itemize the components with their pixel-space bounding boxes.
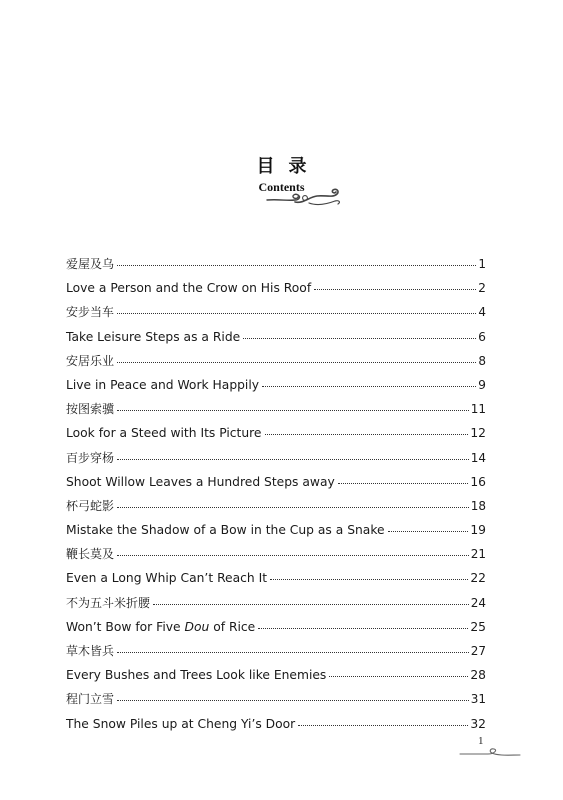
toc-entry-title	[66, 639, 114, 663]
toc-entry	[66, 397, 486, 421]
heading-english: Contents	[258, 180, 305, 194]
dot-leader	[117, 699, 469, 701]
toc-page-number: 6	[478, 329, 486, 344]
toc-title-text: Even a Long Whip Can’t Reach It	[66, 571, 268, 586]
toc-page-number: 19	[470, 523, 486, 538]
toc-entry	[66, 639, 486, 663]
toc-entry	[66, 421, 486, 445]
toc-entry	[66, 566, 486, 590]
dot-leader	[117, 554, 469, 556]
dot-leader	[298, 724, 468, 726]
toc-title-text: Shoot Willow Leaves a Hundred Steps away	[66, 474, 335, 489]
toc-entry	[66, 615, 486, 639]
dot-leader	[117, 264, 476, 266]
toc-title-text: 爱屋及乌	[66, 257, 115, 271]
toc-title-text: Take Leisure Steps as a Ride	[66, 329, 241, 344]
toc-title-text: 安居乐业	[66, 353, 115, 368]
toc-page-number: 11	[470, 402, 486, 417]
dot-leader	[265, 433, 469, 435]
toc-page-number: 32	[470, 716, 486, 731]
toc-title-text: The Snow Piles up at Cheng Yi’s Door	[66, 716, 296, 731]
toc-title-text: 程门立雪	[66, 692, 115, 707]
toc-entry-title	[66, 421, 262, 445]
dot-leader	[338, 482, 469, 484]
toc-entry-title	[66, 276, 311, 300]
toc-page-number: 14	[470, 450, 486, 465]
dot-leader	[117, 458, 469, 460]
toc-entry-title	[66, 712, 295, 736]
toc-entry	[66, 470, 486, 494]
toc-title-text: Every Bushes and Trees Look like Enemies	[66, 668, 327, 683]
toc-entry-title	[66, 494, 114, 518]
toc-title-text: Look for a Steed with Its Picture	[66, 426, 262, 441]
toc-entry-title	[66, 373, 259, 397]
toc-page-number: 16	[470, 474, 486, 489]
dot-leader	[262, 385, 476, 387]
toc-page-number: 9	[478, 377, 486, 392]
dot-leader	[117, 361, 476, 363]
toc-page-number: 8	[478, 353, 486, 368]
toc-entry	[66, 663, 486, 687]
toc-entry	[66, 518, 486, 542]
toc-entry-title	[66, 300, 114, 324]
toc-page-number: 24	[470, 595, 486, 610]
toc-entry-title	[66, 349, 114, 373]
toc-entry-title	[66, 518, 385, 542]
toc-title-italic: Dou	[184, 619, 210, 634]
toc-entry	[66, 276, 486, 300]
toc-entry	[66, 349, 486, 373]
toc-title-text: 杯弓蛇影	[66, 498, 115, 513]
toc-title-text: 按图索骥	[66, 402, 115, 417]
toc-page-number: 18	[470, 498, 486, 513]
toc-entry-title	[66, 615, 255, 639]
dot-leader	[117, 651, 469, 653]
toc-entry	[66, 252, 486, 276]
toc-page-number: 1	[478, 257, 486, 271]
toc-page-number: 4	[478, 305, 486, 320]
toc-entry	[66, 494, 486, 518]
dot-leader	[117, 506, 469, 508]
toc-title-text: 安步当车	[66, 305, 115, 320]
toc-entry-title	[66, 470, 335, 494]
toc-title-text: Love a Person and the Crow on His Roof	[66, 281, 312, 296]
toc-page-number: 2	[478, 281, 486, 296]
toc-entry-title	[66, 446, 114, 470]
cloud-ornament-icon	[265, 186, 343, 208]
toc-entry	[66, 712, 486, 736]
toc-title-text: 草木皆兵	[66, 644, 115, 658]
toc-page-number: 21	[470, 547, 486, 562]
heading-chinese: 目录	[256, 156, 321, 177]
toc-title-text: 百步穿杨	[66, 450, 115, 465]
toc-title-text-end: of Rice	[209, 619, 256, 634]
toc-page-number: 27	[470, 644, 486, 658]
toc-page-number: 12	[470, 426, 486, 441]
toc-entry	[66, 542, 486, 566]
toc-entry-title	[66, 325, 240, 349]
toc-entry	[66, 591, 486, 615]
toc-title-text: 不为五斗米折腰	[66, 595, 151, 610]
toc-title-text: Mistake the Shadow of a Bow in the Cup as a Snake	[66, 523, 385, 538]
dot-leader	[153, 603, 469, 605]
dot-leader	[314, 288, 476, 290]
toc-title-text: 鞭长莫及	[66, 547, 115, 562]
toc-entry	[66, 373, 486, 397]
toc-entry	[66, 446, 486, 470]
dot-leader	[388, 530, 469, 532]
toc-title-text: Won’t Bow for Five	[66, 619, 185, 634]
toc-page-number: 22	[470, 571, 486, 586]
dot-leader	[117, 409, 469, 411]
dot-leader	[329, 675, 468, 677]
dot-leader	[243, 337, 476, 339]
toc-title-text: Live in Peace and Work Happily	[66, 377, 260, 392]
toc-page-number: 31	[470, 692, 486, 707]
toc-entry-title	[66, 663, 326, 687]
toc-entry	[66, 300, 486, 324]
toc-entry-title	[66, 542, 114, 566]
toc-page-number: 28	[470, 668, 486, 683]
toc-page-number: 25	[470, 619, 486, 634]
dot-leader	[258, 627, 468, 629]
table-of-contents	[66, 252, 486, 736]
toc-entry	[66, 325, 486, 349]
toc-entry-title	[66, 397, 114, 421]
dot-leader	[117, 312, 476, 314]
corner-swirl-icon	[458, 746, 522, 760]
toc-entry-title	[66, 566, 267, 590]
page-number: 1	[478, 735, 484, 747]
toc-entry-title	[66, 252, 114, 276]
toc-entry-title	[66, 687, 114, 711]
toc-entry	[66, 687, 486, 711]
dot-leader	[270, 578, 468, 580]
toc-entry-title	[66, 591, 150, 615]
